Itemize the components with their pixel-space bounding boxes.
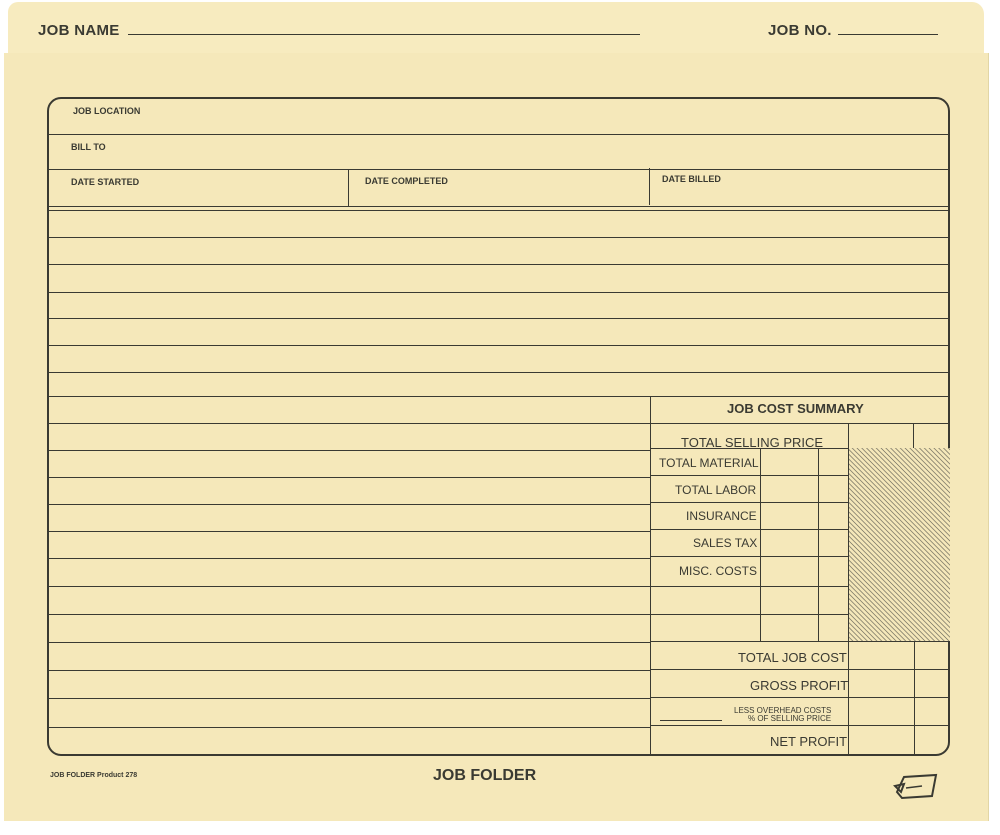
- job-no-label: JOB NO.: [768, 22, 832, 39]
- date-divider: [649, 168, 650, 205]
- summary-divider: [818, 448, 819, 641]
- ruled-line: [49, 372, 949, 373]
- summary-divider: [913, 423, 914, 448]
- summary-divider: [760, 448, 761, 641]
- ruled-line: [49, 264, 949, 265]
- ruled-line: [49, 237, 949, 238]
- ruled-line: [49, 558, 650, 559]
- summary-line: [650, 423, 949, 424]
- ruled-line: [49, 292, 949, 293]
- product-label: JOB FOLDER Product 278: [50, 772, 138, 779]
- job-name-label: JOB NAME: [38, 22, 120, 39]
- job-location-label: JOB LOCATION: [73, 106, 141, 116]
- summary-line: [650, 697, 949, 698]
- folder-tab: [8, 2, 984, 54]
- less-overhead-label: LESS OVERHEAD COSTS: [734, 706, 832, 715]
- ruled-line: [49, 698, 650, 699]
- ruled-line: [49, 169, 949, 170]
- summary-item-label: TOTAL MATERIAL: [659, 456, 759, 470]
- ruled-line: [49, 531, 650, 532]
- date-started-label: DATE STARTED: [71, 177, 140, 187]
- summary-item-label: MISC. COSTS: [679, 564, 758, 578]
- ruled-line: [49, 206, 949, 207]
- gross-profit-label: GROSS PROFIT: [750, 678, 849, 693]
- summary-line: [650, 669, 949, 670]
- ruled-line: [49, 477, 650, 478]
- summary-item-label: SALES TAX: [693, 536, 758, 550]
- date-completed-label: DATE COMPLETED: [365, 176, 448, 186]
- ruled-line: [49, 134, 949, 135]
- ruled-line: [49, 210, 949, 211]
- ruled-line: [49, 727, 650, 728]
- summary-line: [650, 725, 949, 726]
- net-profit-label: NET PROFIT: [770, 734, 848, 749]
- ruled-line: [49, 614, 650, 615]
- job-no-line: [838, 34, 938, 35]
- ruled-line: [49, 504, 650, 505]
- percent-selling-price-label: % OF SELLING PRICE: [748, 714, 832, 723]
- total-job-cost-label: TOTAL JOB COST: [738, 650, 847, 665]
- ruled-line: [49, 642, 650, 643]
- ruled-line: [49, 450, 650, 451]
- ruled-line: [49, 586, 650, 587]
- summary-line: [650, 641, 949, 642]
- ruled-line: [49, 318, 949, 319]
- date-billed-label: DATE BILLED: [662, 174, 721, 184]
- summary-title: JOB COST SUMMARY: [727, 401, 864, 416]
- ruled-line: [49, 670, 650, 671]
- ruled-line: [49, 423, 650, 424]
- summary-left-border: [650, 396, 651, 755]
- job-name-line: [128, 34, 640, 35]
- ruled-line: [49, 396, 949, 397]
- ruled-line: [49, 345, 949, 346]
- folder-logo-icon: [892, 772, 940, 802]
- footer-title: JOB FOLDER: [433, 767, 537, 784]
- hatched-area: [849, 448, 950, 641]
- overhead-percent-line: [660, 720, 722, 721]
- total-selling-price-label: TOTAL SELLING PRICE: [681, 435, 824, 450]
- summary-item-label: INSURANCE: [686, 509, 757, 523]
- summary-divider: [914, 641, 915, 754]
- date-divider: [348, 170, 349, 207]
- summary-item-label: TOTAL LABOR: [675, 483, 757, 497]
- bill-to-label: BILL TO: [71, 142, 106, 152]
